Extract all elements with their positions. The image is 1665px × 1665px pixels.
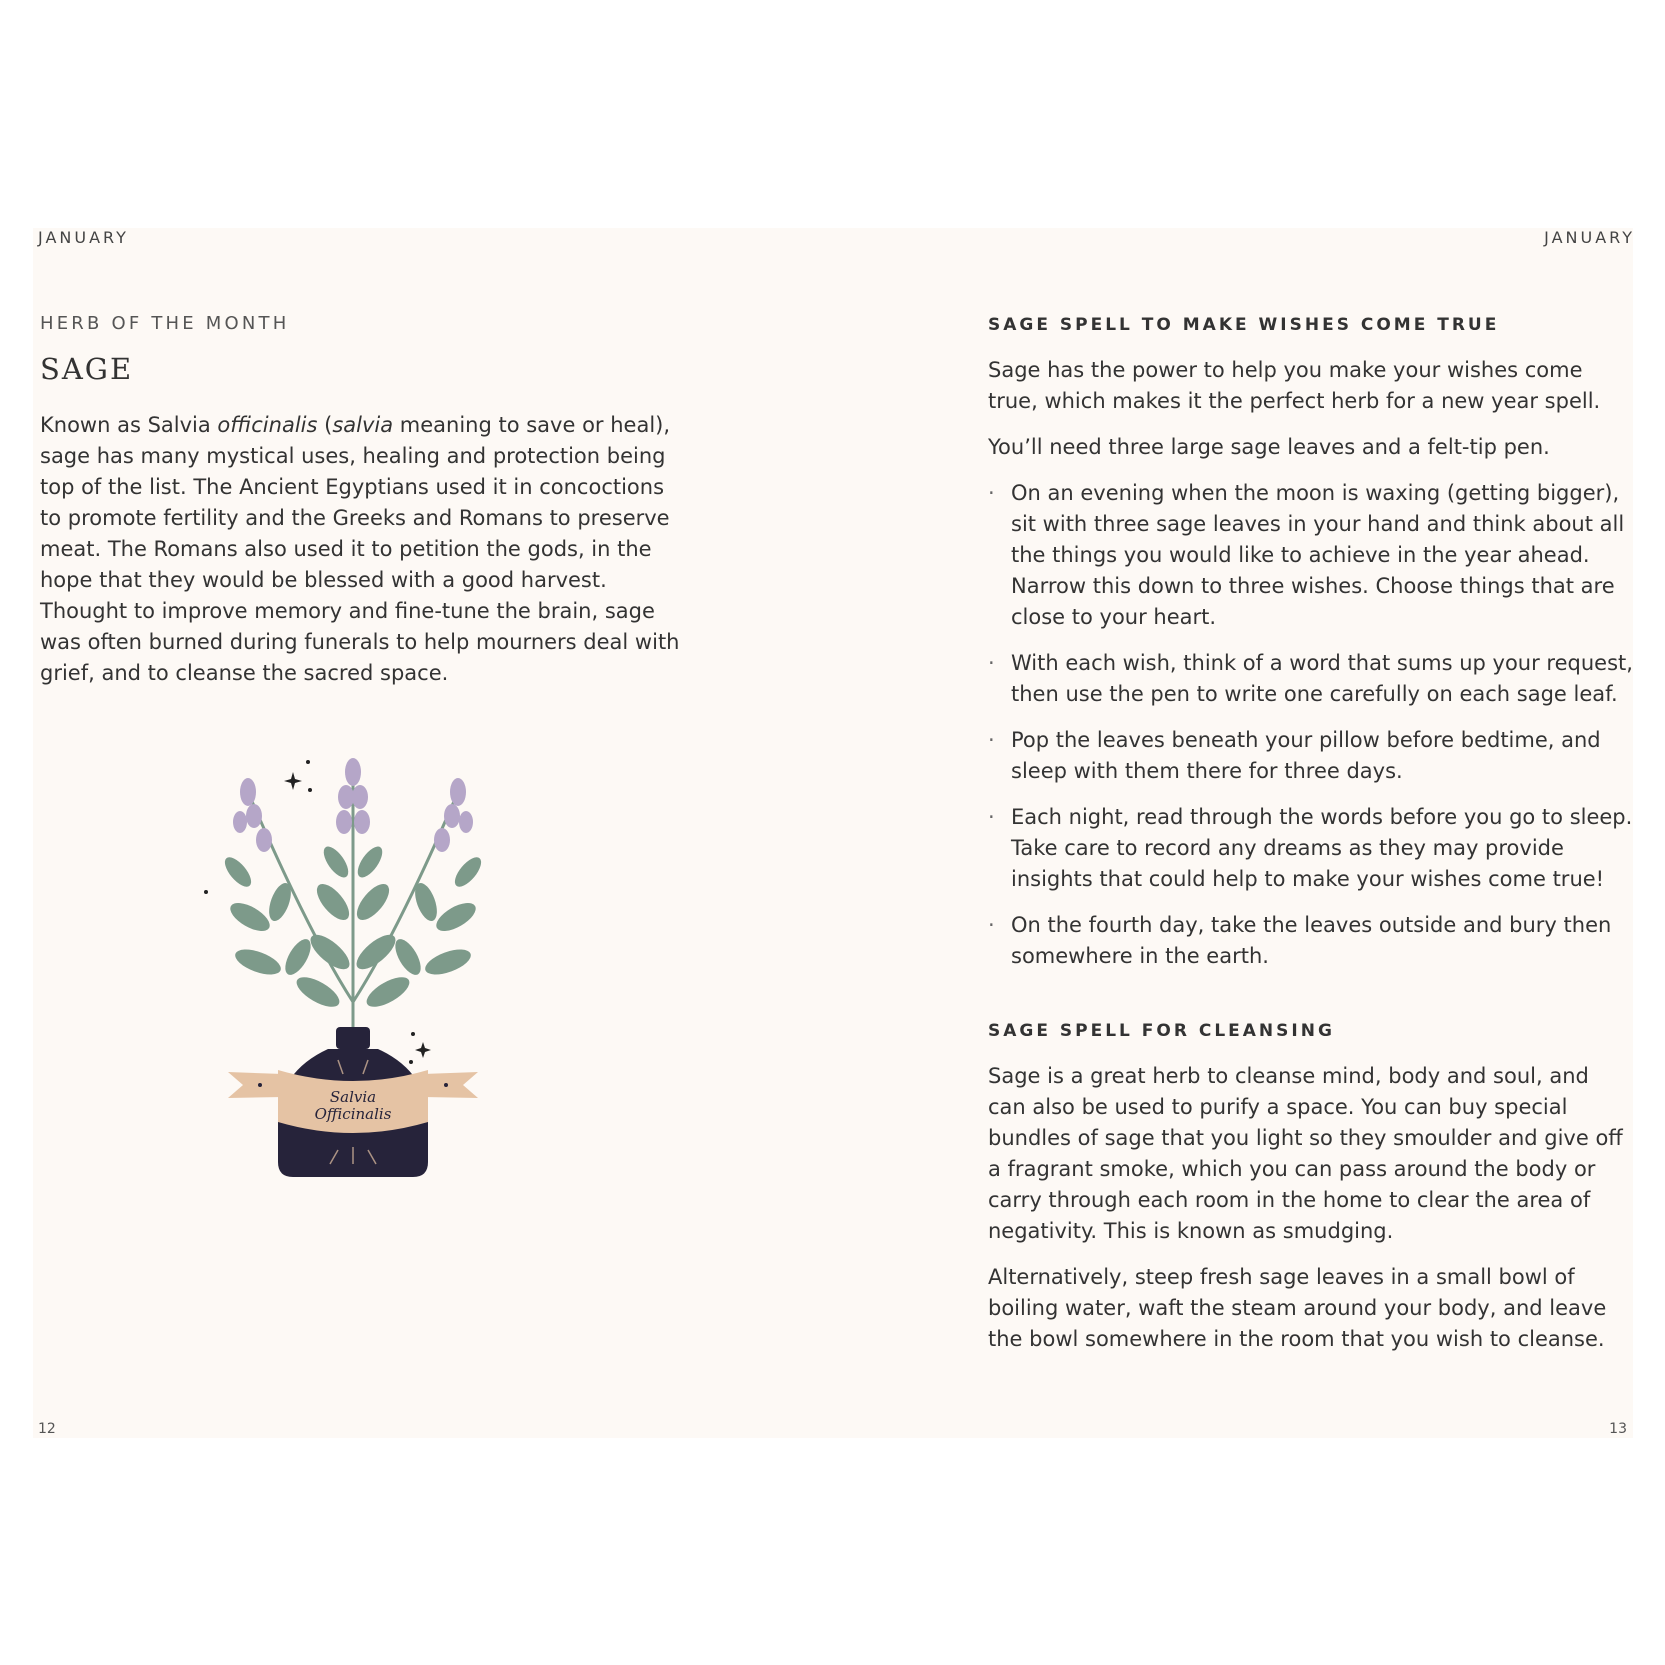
text-run: Known as Salvia — [40, 413, 218, 437]
section-heading-cleansing: SAGE SPELL FOR CLEANSING — [988, 1021, 1335, 1041]
running-head-right: JANUARY — [1544, 228, 1635, 247]
list-item-text: Each night, read through the words before you go to sleep. Take care to record any dreams as they may provide insights that could help to make your wishes come true! — [1011, 805, 1633, 891]
cleansing-paragraph-1: Sage is a great herb to cleanse mind, body and soul, and can also be used to purify a space. You can buy special bundles of sage that you light so they smoulder and give off a fragrant smoke, which you can pass around the body or carry through each room in the home to clear the area of negativity. This is known as smudging. — [988, 1064, 1623, 1243]
page-title: SAGE — [40, 352, 134, 386]
bullet-icon: · — [988, 651, 995, 675]
italic-run: salvia — [332, 413, 394, 437]
list-item-text: Pop the leaves beneath your pillow before bedtime, and sleep with them there for three days. — [1011, 728, 1601, 783]
sage-bottle-illustration — [198, 752, 508, 1192]
label-text-line2: Officinalis — [314, 1105, 392, 1123]
wishes-steps-list — [988, 478, 1633, 972]
bullet-icon: · — [988, 481, 995, 505]
herb-description-paragraph — [40, 410, 690, 689]
label-text-line1: Salvia — [329, 1088, 377, 1106]
spell-column — [988, 310, 1633, 1370]
cleansing-paragraph-2: Alternatively, steep fresh sage leaves in a small bowl of boiling water, waft the steam around your body, and leave the bowl somewhere in the room that you wish to cleanse. — [988, 1265, 1607, 1351]
italic-run: officinalis — [217, 413, 318, 437]
page-number-left: 12 — [38, 1421, 56, 1437]
herb-description — [40, 410, 690, 689]
text-run: meaning to save or heal), sage has many mystical uses, healing and protection being top of the list. The Ancient Egyptians used it in concoctions to promote fertility and the Greeks and Romans to preserve meat. The Romans also used it to petition the gods, in the hope that they would be blessed with a good harvest. Thought to improve memory and fine-tune the brain, sage was often burned during funerals to help mourners deal with grief, and to cleanse the sacred space. — [40, 413, 680, 685]
bullet-icon: · — [988, 728, 995, 752]
list-item — [988, 725, 1633, 787]
list-item — [988, 802, 1633, 895]
list-item-text: With each wish, think of a word that sums up your request, then use the pen to write one carefully on each sage leaf. — [1011, 651, 1633, 706]
list-item-text: On an evening when the moon is waxing (getting bigger), sit with three sage leaves in your hand and think about all the things you would like to achieve in the year ahead. Narrow this down to three wishes. Choose things that are close to your heart. — [1011, 481, 1625, 629]
list-item — [988, 478, 1633, 633]
bullet-icon: · — [988, 805, 995, 829]
herb-of-month-kicker: HERB OF THE MONTH — [40, 313, 290, 334]
wishes-ingredients: You’ll need three large sage leaves and a felt-tip pen. — [988, 435, 1550, 459]
text-run: ( — [317, 413, 333, 437]
list-item — [988, 910, 1633, 972]
running-head-left: JANUARY — [38, 228, 129, 247]
list-item — [988, 648, 1633, 710]
section-heading-wishes: SAGE SPELL TO MAKE WISHES COME TRUE — [988, 315, 1500, 335]
wishes-intro: Sage has the power to help you make your wishes come true, which makes it the perfect herb for a new year spell. — [988, 358, 1601, 413]
page-number-right: 13 — [1609, 1421, 1627, 1437]
bullet-icon: · — [988, 913, 995, 937]
list-item-text: On the fourth day, take the leaves outside and bury then somewhere in the earth. — [1011, 913, 1612, 968]
